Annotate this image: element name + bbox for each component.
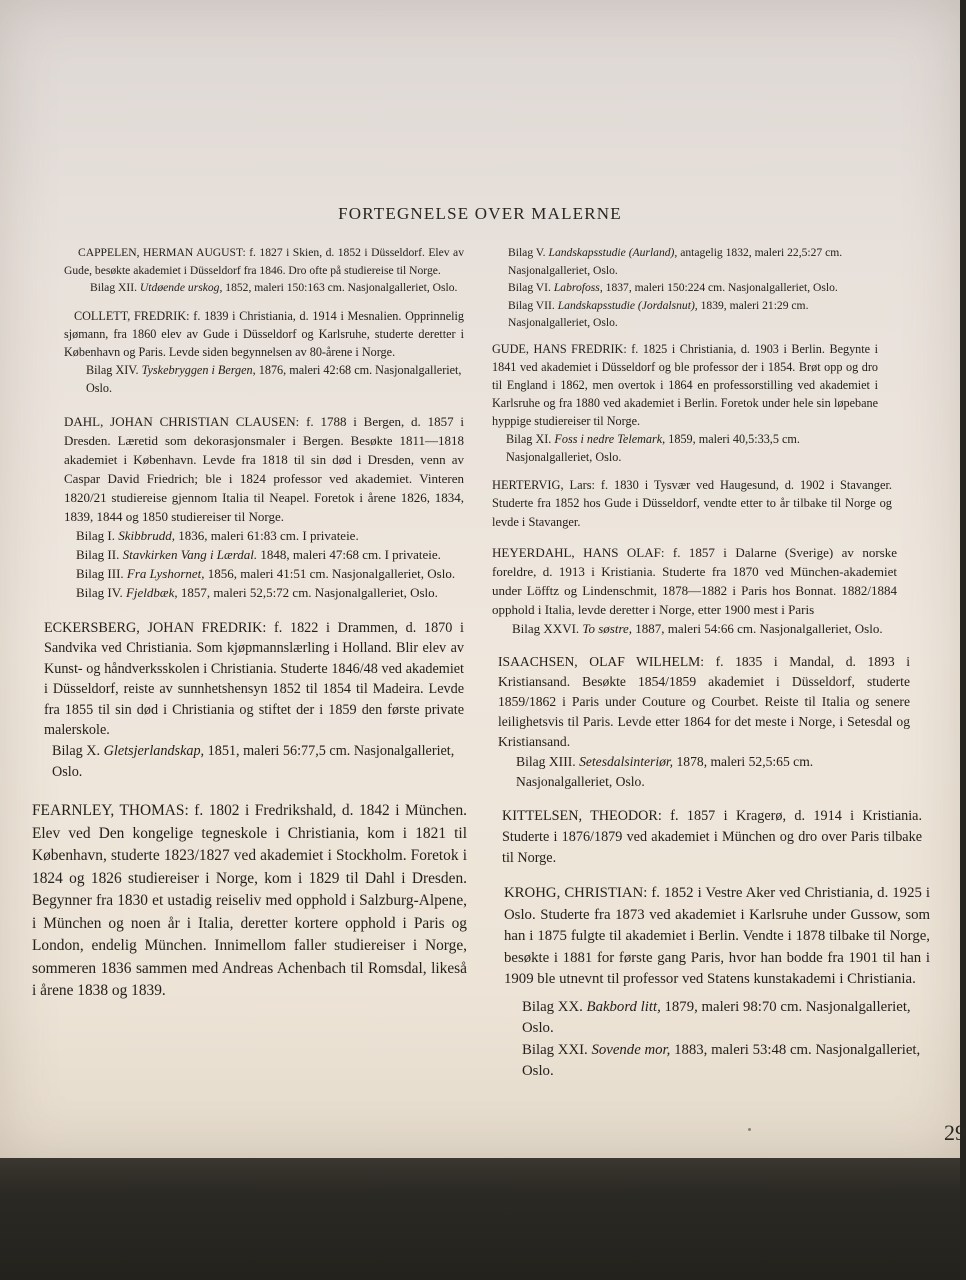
bilag-work: Landskapsstudie (Aurland), <box>548 246 678 259</box>
left-column <box>32 244 467 1003</box>
bilag-label: Bilag VII. <box>508 298 555 312</box>
bilag-label: Bilag V. <box>508 246 546 259</box>
bilag-line <box>504 997 930 1040</box>
bilag-work: Setesdalsinteriør, <box>579 754 674 770</box>
bilag-line <box>492 619 897 638</box>
painter-entry-kittelsen <box>502 806 922 869</box>
bilag-line <box>492 297 866 332</box>
painter-entry-krohg <box>504 883 930 1083</box>
bilag-details: 1851, maleri 56:77,5 cm. Nasjonalgalleriet, Oslo. <box>52 743 455 780</box>
bilag-details: 1836, maleri 61:83 cm. I privateie. <box>178 527 359 543</box>
bilag-details: 1876, maleri 42:68 cm. Nasjonalgalleriet, Oslo. <box>86 363 462 396</box>
bilag-details: 1852, maleri 150:163 cm. Nasjonalgalleriet, Oslo. <box>225 281 458 294</box>
bilag-work: To søstre, <box>582 621 633 637</box>
bilag-work: Foss i nedre Telemark, <box>554 431 666 446</box>
paper-speck <box>748 1128 751 1131</box>
painter-bio: ECKERSBERG, JOHAN FREDRIK: f. 1822 i Drammen, d. 1870 i Sandvika ved Christiania. Som kjøpmannslærling i Holland. Blir elev av Kunst- og håndverksskolen i Christiania. Studerte 1846/48 ved akademiet i Düsseldorf, reiste av sunnhetshensyn 1852 til 1854 til Madeira. Levde fra 1855 til sin død i Christiania og stiftet der i 1859 den første private malerskole. <box>44 619 464 739</box>
bilag-details: 1839, maleri 21:29 cm. Nasjonalgalleriet, Oslo. <box>508 298 809 329</box>
painter-entry-heyerdahl <box>492 543 897 638</box>
bilag-label: Bilag II. <box>76 546 120 562</box>
bilag-label: Bilag X. <box>52 743 101 760</box>
bilag-label: Bilag XI. <box>506 431 552 446</box>
bilag-details: antagelig 1832, maleri 22,5:27 cm. Nasjonalgalleriet, Oslo. <box>508 246 843 277</box>
bilag-label: Bilag IV. <box>76 584 123 600</box>
painter-entry-dahl <box>64 412 464 602</box>
bilag-details: 1887, maleri 54:66 cm. Nasjonalgalleriet, Oslo. <box>635 621 883 637</box>
painter-entry-gude <box>492 340 878 466</box>
bilag-label: Bilag I. <box>76 527 115 543</box>
bilag-work: Landskapsstudie (Jordalsnut), <box>557 298 698 312</box>
bilag-work: Fjeldbæk, <box>125 584 178 600</box>
bilag-details: 1879, maleri 98:70 cm. Nasjonalgalleriet, Oslo. <box>522 998 911 1037</box>
painter-bio: KITTELSEN, THEODOR: f. 1857 i Kragerø, d. 1914 i Kristiania. Studerte i 1876/1879 ved akademiet i München og dro over Paris tilbake til Norge. <box>502 808 922 867</box>
painter-entry-fearnley <box>32 800 467 1003</box>
painter-bio: DAHL, JOHAN CHRISTIAN CLAUSEN: f. 1788 i Bergen, d. 1857 i Dresden. Læretid som dekorasjonsmaler i Bergen. Besøkte 1811—1818 akademiet i København. Levde fra 1818 til sin død i Dresden, venn av Caspar David Friedrich; ble i 1824 professor ved akademiet. Vinteren 1820/21 studiereise gjennom Italia til Neapel. Foretok i årene 1826, 1834, 1839, 1844 og 1850 studiereiser til Norge. <box>64 413 464 524</box>
bilag-label: Bilag XII. <box>90 281 138 294</box>
painter-bio: HEYERDAHL, HANS OLAF: f. 1857 i Dalarne (Sverige) av norske foreldre, d. 1913 i Kristiania. Studerte fra 1870 ved München-akademiet under Löfftz og Lindenschmit, 1878—1882 i Paris hos Bonnat. 1882/1884 opphold i Italia, levde deretter i Norge, etter 1900 mest i Paris <box>492 545 897 618</box>
painter-bio: CAPPELEN, HERMAN AUGUST: f. 1827 i Skien, d. 1852 i Düsseldorf. Elev av Gude, besøkte akademiet i Düsseldorf fra 1846. Dro ofte på studiereise til Norge. <box>64 246 464 277</box>
painter-entry-collett <box>64 307 464 398</box>
bilag-details: 1856, maleri 41:51 cm. Nasjonalgalleriet, Oslo. <box>207 565 456 581</box>
bilag-details: 1878, maleri 52,5:65 cm. Nasjonalgalleriet, Oslo. <box>516 754 814 790</box>
bilag-work: Utdøende urskog, <box>139 281 223 294</box>
bilag-line <box>64 583 464 602</box>
bilag-work: Fra Lyshornet, <box>126 565 205 581</box>
bilag-details: 1883, maleri 53:48 cm. Nasjonalgalleriet, Oslo. <box>522 1041 921 1080</box>
bilag-line <box>64 564 464 583</box>
bilag-label: Bilag XIV. <box>86 363 139 378</box>
bilag-work: Bakbord litt, <box>586 998 661 1015</box>
painter-entry-cappelen-continued <box>492 244 866 332</box>
bilag-work: Tyskebryggen i Bergen, <box>141 363 256 378</box>
painter-bio: ISAACHSEN, OLAF WILHELM: f. 1835 i Mandal, d. 1893 i Kristiansand. Besøkte 1854/1859 akademiet i Düsseldorf, studerte 1859/1862 i Paris under Couture og Courbet. Reiste til Italia og senere leilighetsvis til Paris. Levde etter 1864 for det meste i Norge, i Setesdal og Kristiansand. <box>498 654 910 750</box>
painter-bio: GUDE, HANS FREDRIK: f. 1825 i Christiania, d. 1903 i Berlin. Begynte i 1841 ved akademiet i Düsseldorf og ble professor der i 1854. Brøt opp og dro til England i 1862, men overtok i 1864 en professorstilling ved akademiet i Karlsruhe og fra 1880 ved akademiet i Berlin. Foretok under hele sin løpebane hyppige studiereiser til Norge. <box>492 341 878 428</box>
bilag-line <box>492 244 866 279</box>
painter-entry-hertervig <box>492 476 892 532</box>
painter-entry-isaachsen <box>498 652 910 792</box>
bilag-line <box>44 741 464 782</box>
bilag-label: Bilag VI. <box>508 281 551 294</box>
right-column <box>492 244 932 1083</box>
bilag-label: Bilag XXI. <box>522 1041 588 1058</box>
bilag-details: 1848, maleri 47:68 cm. I privateie. <box>260 546 441 562</box>
painter-entry-eckersberg <box>44 618 464 783</box>
bilag-line <box>64 545 464 564</box>
bilag-line <box>504 1040 930 1083</box>
bilag-label: Bilag III. <box>76 565 124 581</box>
bilag-label: Bilag XIII. <box>516 754 576 770</box>
bilag-work: Sovende mor, <box>591 1041 671 1058</box>
painter-bio: HERTERVIG, Lars: f. 1830 i Tysvær ved Haugesund, d. 1902 i Stavanger. Studerte fra 1852 hos Gude i Düsseldorf, vendte etter to år tilbake til Norge og levde i Stavanger. <box>492 477 892 529</box>
bilag-line <box>64 361 464 397</box>
bilag-line <box>498 752 910 792</box>
painter-entry-cappelen <box>64 244 464 297</box>
bilag-label: Bilag XXVI. <box>512 621 580 637</box>
bilag-work: Stavkirken Vang i Lærdal. <box>122 546 258 562</box>
background-below-page <box>0 1158 960 1280</box>
bilag-line <box>64 279 464 297</box>
bilag-details: 1837, maleri 150:224 cm. Nasjonalgalleriet, Oslo. <box>605 281 838 294</box>
bilag-work: Labrofoss, <box>553 281 603 294</box>
bilag-details: 1857, maleri 52,5:72 cm. Nasjonalgalleriet, Oslo. <box>180 584 438 600</box>
bilag-work: Skibbrudd, <box>118 527 175 543</box>
page-number: 29 <box>944 1120 966 1145</box>
painter-bio: COLLETT, FREDRIK: f. 1839 i Christiania, d. 1914 i Mesnalien. Opprinnelig sjømann, fra 1860 elev av Gude i Düsseldorf og Karlsruhe, studerte deretter i København og Paris. Levde siden begynnelsen av 80-årene i Norge. <box>64 308 464 359</box>
bilag-label: Bilag XX. <box>522 998 583 1015</box>
page-title: FORTEGNELSE OVER MALERNE <box>338 204 622 223</box>
bilag-line <box>492 430 878 466</box>
bilag-line <box>492 279 866 297</box>
painter-bio: KROHG, CHRISTIAN: f. 1852 i Vestre Aker ved Christiania, d. 1925 i Oslo. Studerte fra 1873 ved akademiet i Karlsruhe under Gussow, som han i 1875 fulgte til akademiet i Berlin. Vendte i 1878 tilbake til Norge, besøkte i 1881 for første gang Paris, hvor han bodde fra 1901 til han i 1909 ble utnevnt til professor ved Statens kunstakademi i Christiania. <box>504 885 930 988</box>
bilag-details: 1859, maleri 40,5:33,5 cm. Nasjonalgalleriet, Oslo. <box>506 431 800 464</box>
bilag-work: Gletsjerlandskap, <box>103 743 205 760</box>
bilag-line <box>64 526 464 545</box>
painter-bio: FEARNLEY, THOMAS: f. 1802 i Fredrikshald, d. 1842 i München. Elev ved Den kongelige tegneskole i Christiania, kom i 1821 til København, studerte 1823/1827 ved akademiet i Stockholm. Foretok i 1824 og 1826 studiereiser i Norge, kom i 1829 til Dahl i Dresden. Begynner fra 1830 et ustadig reiseliv med opphold i Salzburg-Alpene, i München og noen år i Italia, deretter kortere opphold i Paris og London, endelig München. Innimellom faller studiereiser i Norge, sommeren 1836 sammen med Andreas Achenbach til Romsdal, likeså i årene 1838 og 1839. <box>32 802 467 1000</box>
